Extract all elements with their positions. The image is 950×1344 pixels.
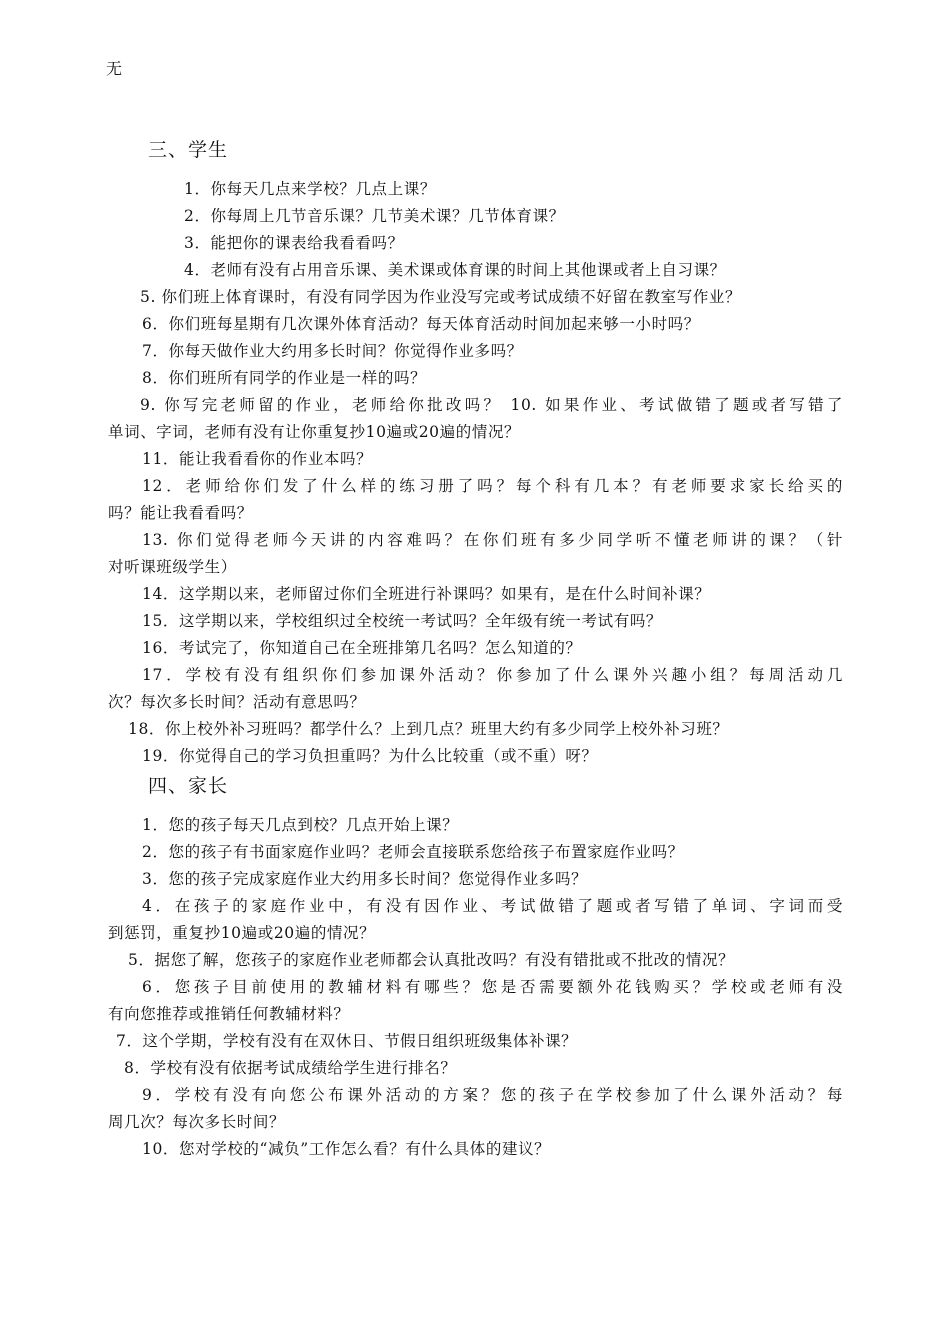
question-line: 到惩罚，重复抄10遍或20遍的情况？ (108, 924, 376, 942)
question-item (108, 1136, 843, 1163)
question-line: 9. 你写完老师留的作业，老师给你批改吗？ 10. 如果作业、考试做错了题或者写错了 (140, 396, 843, 414)
question-item (108, 716, 843, 743)
question-item (108, 473, 843, 527)
question-item (108, 608, 843, 635)
question-line: 7．你每天做作业大约用多长时间？你觉得作业多吗？ (142, 342, 523, 360)
question-line: 1．您的孩子每天几点到校？几点开始上课？ (142, 816, 459, 834)
question-item (108, 203, 843, 230)
question-item (108, 365, 843, 392)
question-line: 7．这个学期，学校有没有在双休日、节假日组织班级集体补课？ (116, 1032, 578, 1050)
question-line: 12．老师给你们发了什么样的练习册了吗？每个科有几本？有老师要求家长给买的 (142, 477, 843, 495)
question-item (108, 635, 843, 662)
question-item (108, 866, 843, 893)
question-line: 5. 你们班上体育课时，有没有同学因为作业没写完或考试成绩不好留在教室写作业？ (140, 288, 742, 306)
question-item (108, 662, 843, 716)
question-item (108, 446, 843, 473)
question-item (108, 974, 843, 1028)
question-line: 对听课班级学生） (108, 558, 237, 576)
question-item (108, 893, 843, 947)
question-line: 19．你觉得自己的学习负担重吗？为什么比较重（或不重）呀？ (142, 747, 598, 765)
question-item (108, 581, 843, 608)
section-title: 三、学生 (148, 139, 229, 161)
question-item (108, 176, 843, 203)
question-line: 单词、字词，老师有没有让你重复抄10遍或20遍的情况？ (108, 423, 521, 441)
question-item (108, 284, 843, 311)
question-item (108, 1028, 843, 1055)
question-line: 16．考试完了，你知道自己在全班排第几名吗？怎么知道的？ (142, 639, 582, 657)
question-line: 8．学校有没有依据考试成绩给学生进行排名？ (124, 1059, 457, 1077)
question-item (108, 527, 843, 581)
header-mark: 无 (106, 59, 123, 78)
question-item (108, 1082, 843, 1136)
question-line: 3．能把你的课表给我看看吗？ (184, 234, 404, 252)
question-line: 6．你们班每星期有几次课外体育活动？每天体育活动时间加起来够一小时吗？ (142, 315, 700, 333)
question-line: 15．这学期以来，学校组织过全校统一考试吗？全年级有统一考试有吗？ (142, 612, 663, 630)
question-line: 17．学校有没有组织你们参加课外活动？你参加了什么课外兴趣小组？每周活动几 (142, 666, 843, 684)
question-line: 4．老师有没有占用音乐课、美术课或体育课的时间上其他课或者上自习课？ (184, 261, 726, 279)
question-item (108, 743, 843, 770)
question-line: 10．您对学校的“减负”工作怎么看？有什么具体的建议？ (142, 1140, 551, 1158)
question-line: 2．您的孩子有书面家庭作业吗？老师会直接联系您给孩子布置家庭作业吗？ (142, 843, 684, 861)
question-line: 6．您孩子目前使用的教辅材料有哪些？您是否需要额外花钱购买？学校或老师有没 (142, 978, 843, 996)
question-item (108, 311, 843, 338)
question-line: 8．你们班所有同学的作业是一样的吗？ (142, 369, 427, 387)
question-item (108, 947, 843, 974)
question-line: 5．据您了解，您孩子的家庭作业老师都会认真批改吗？有没有错批或不批改的情况？ (128, 951, 735, 969)
question-item (108, 230, 843, 257)
question-line: 周几次？每次多长时间？ (108, 1113, 286, 1131)
question-line: 4．在孩子的家庭作业中，有没有因作业、考试做错了题或者写错了单词、字词而受 (142, 897, 843, 915)
question-item (108, 338, 843, 365)
question-line: 3．您的孩子完成家庭作业大约用多长时间？您觉得作业多吗？ (142, 870, 588, 888)
question-item (108, 1055, 843, 1082)
question-line: 18．你上校外补习班吗？都学什么？上到几点？班里大约有多少同学上校外补习班？ (128, 720, 729, 738)
question-line: 9．学校有没有向您公布课外活动的方案？您的孩子在学校参加了什么课外活动？每 (142, 1086, 843, 1104)
question-line: 14．这学期以来，老师留过你们全班进行补课吗？如果有，是在什么时间补课？ (142, 585, 711, 603)
question-line: 2．你每周上几节音乐课？几节美术课？几节体育课？ (184, 207, 565, 225)
section-title: 四、家长 (148, 775, 229, 797)
question-line: 13. 你们觉得老师今天讲的内容难吗？在你们班有多少同学听不懂老师讲的课？（针 (142, 531, 843, 549)
question-line: 吗？能让我看看吗？ (108, 504, 253, 522)
question-item (108, 257, 843, 284)
question-item (108, 392, 843, 446)
question-item (108, 812, 843, 839)
question-line: 1．你每天几点来学校？几点上课？ (184, 180, 436, 198)
question-item (108, 839, 843, 866)
question-line: 次？每次多长时间？活动有意思吗？ (108, 693, 366, 711)
question-line: 11．能让我看看你的作业本吗？ (142, 450, 373, 468)
question-line: 有向您推荐或推销任何教辅材料？ (108, 1005, 350, 1023)
